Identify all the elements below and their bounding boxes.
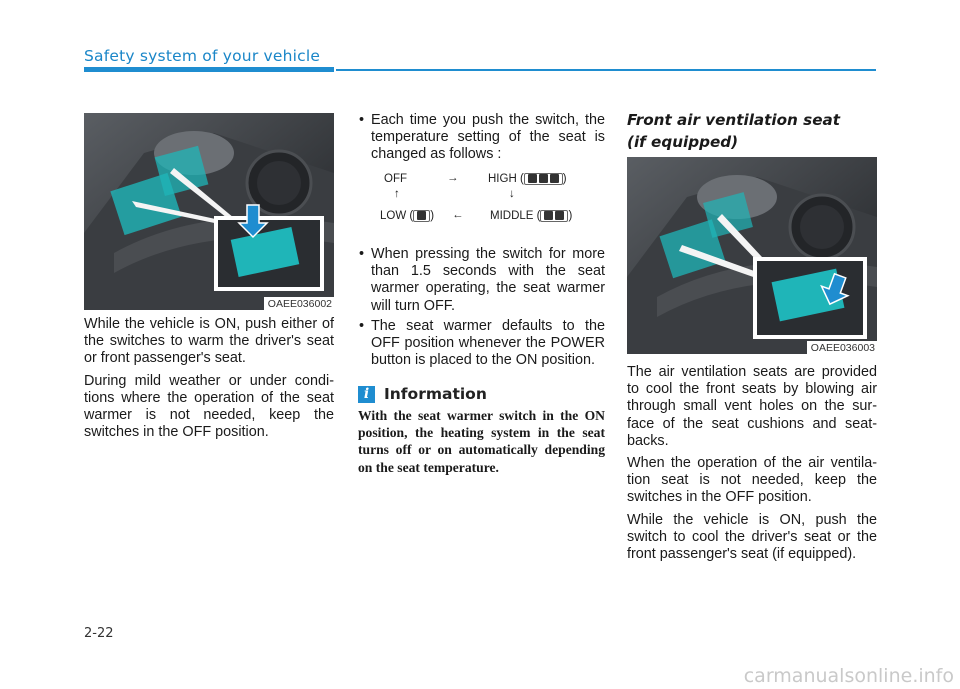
seq-arrow-right: → [447,172,459,184]
lamp-3-icon [524,173,563,185]
seq-high-close: ) [562,173,567,185]
seq-low [380,210,434,222]
list-item: • When pressing the switch for more than 1.5 seconds with the seat warmer operating, the seat warmer will turn OFF. [358,246,605,315]
seq-middle-label: MIDDLE ( [490,210,541,222]
information-text: With the seat warmer switch in the ON position, the heating system in the seat turns off or on automatically depending on the seat temperature. [358,408,605,475]
seq-high [488,173,567,185]
section-title-line1: Front air ventilation seat [627,111,841,129]
paragraph: While the vehicle is ON, push either of the switches to warm the driver's seat or front passenger's seat. [84,316,334,367]
header-rule-thin [336,69,876,71]
ventilation-seat-illustration [627,157,877,354]
seq-middle-close: ) [568,210,573,222]
watermark: carmanualsonline.info [743,665,954,687]
seat-warmer-photo [84,113,334,310]
lamp-1-icon [413,210,430,222]
left-text [84,316,334,441]
info-icon: i [358,386,375,403]
list-item: • The seat warmer defaults to the OFF position whenever the POWER button is placed to the ON position. [358,318,605,370]
seq-high-label: HIGH ( [488,173,524,185]
section-title [627,109,877,153]
seq-arrow-up: ↑ [394,188,400,200]
information-title: Information [384,385,487,403]
page-number: 2-22 [84,626,114,641]
image-code: OAEE036003 [807,341,877,354]
lamp-2-icon [540,210,568,222]
ventilation-seat-photo [627,157,877,354]
middle-bullets-bottom [358,246,605,372]
section-title-line2: (if equipped) [627,133,739,151]
right-text [627,364,877,563]
header-title: Safety system of your vehicle [84,47,321,65]
temperature-sequence [360,170,605,230]
seq-low-label: LOW ( [380,210,414,222]
header-rule-thick [84,67,334,72]
middle-bullets-top [358,112,605,167]
list-item: • Each time you push the switch, the temperature setting of the seat is changed as follows : [358,112,605,164]
image-code: OAEE036002 [264,297,334,310]
seat-warmer-illustration [84,113,334,310]
paragraph: During mild weather or under condi-tions where the operation of the seat warmer is not needed, keep the switches in the OFF position. [84,372,334,441]
paragraph: The air ventilation seats are provided to cool the front seats by blowing air through small vent holes on the sur-face of the seat cushions and seat-backs. [627,364,877,449]
paragraph: When the operation of the air ventila-tion seat is not needed, keep the switches in the OFF position. [627,455,877,506]
seq-low-close: ) [430,210,435,222]
seq-arrow-down: ↓ [509,188,515,200]
seq-middle [490,210,572,222]
paragraph: While the vehicle is ON, push the switch to cool the driver's seat or the front passenger's seat (if equipped). [627,511,877,563]
seq-off: OFF [384,173,407,185]
seq-arrow-left: ← [452,209,464,221]
information-heading [358,385,487,403]
